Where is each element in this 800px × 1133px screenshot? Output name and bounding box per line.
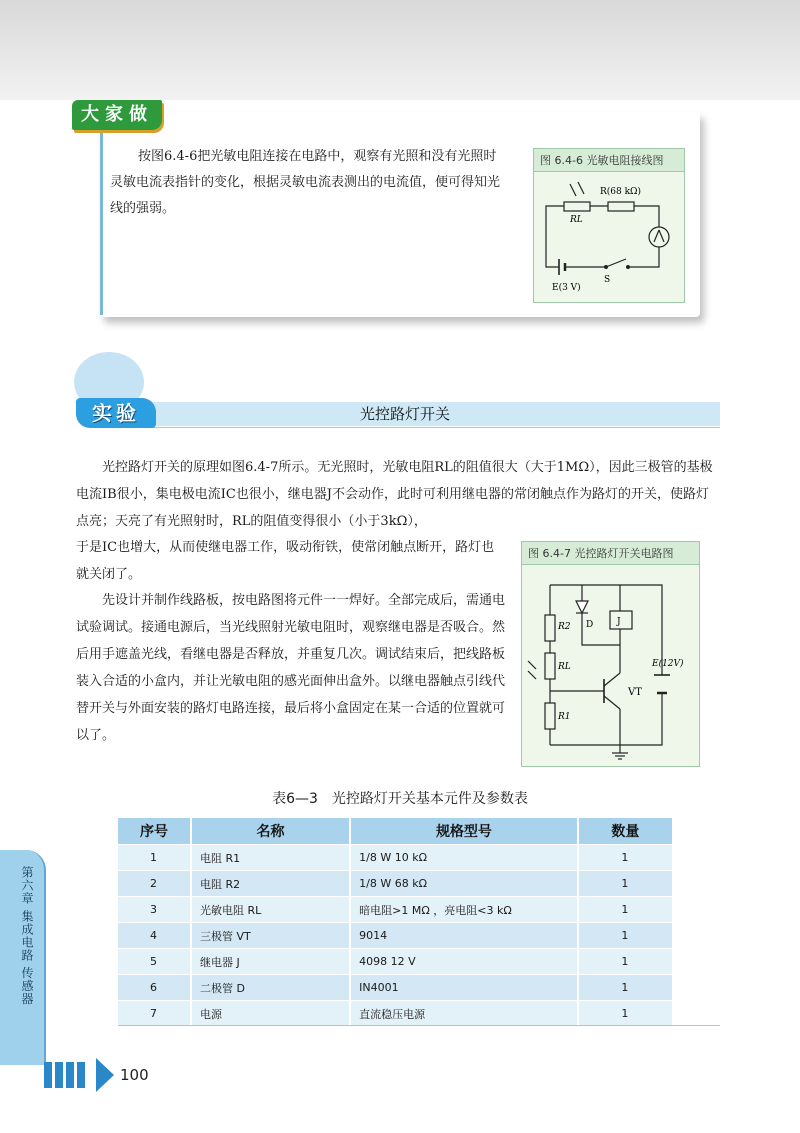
table-row	[118, 1001, 673, 1027]
experiment-paragraph-3: 先设计并制作线路板，按电路图将元件一一焊好。全部完成后，需通电试验调试。接通电源后，当光线照射光敏电阻时，观察继电器是否吸合。然后用手遮盖光线，看继电器是否释放，并重复几次。调试结束后，把线路板装入合适的小盒内，并让光敏电阻的感光面伸出盒外。以继电器触点引线代替开关与外面安装的路灯电路连接，最后将小盒固定在某一合适的位置就可以了。	[76, 593, 506, 743]
experiment-title: 光控路灯开关	[359, 405, 450, 423]
cell-quantity: 1	[578, 871, 673, 897]
figure-6-4-7	[521, 541, 700, 767]
cell-index: 4	[118, 923, 191, 949]
photoresistor-rl	[545, 653, 555, 679]
cell-quantity: 1	[578, 923, 673, 949]
activity-tag: 大家做	[72, 100, 162, 130]
cell-index: 5	[118, 949, 191, 975]
label-r2: R2	[558, 622, 571, 632]
experiment-paragraph-1: 光控路灯开关的原理如图6.4-7所示。无光照时，光敏电阻RL的阻值很大（大于1MΩ），因此三极管的基极电流IB很小，集电极电流IC也很小，继电器J不会动作，此时可利用继电器的常闭触点作为路灯的开关，使路灯点亮；天亮了有光照射时，RL的阻值变得很小（小于3kΩ），	[76, 460, 713, 529]
activity-text: 按图6.4-6把光敏电阻连接在电路中，观察有光照和没有光照时灵敏电流表指针的变化，根据灵敏电流表测出的电流值，便可得知光线的强弱。	[110, 149, 501, 216]
table-row	[118, 845, 673, 871]
label-r1: R1	[558, 712, 571, 722]
cell-index: 3	[118, 897, 191, 923]
cell-spec: 9014	[350, 923, 578, 949]
page-number: 100	[120, 1066, 149, 1084]
label-e: E(3 V)	[552, 283, 581, 293]
cell-spec: 1/8 W 68 kΩ	[350, 871, 578, 897]
resistor-r2	[545, 615, 555, 641]
page-stripes-decoration	[44, 1062, 100, 1088]
parameter-table	[118, 818, 674, 1026]
cell-quantity: 1	[578, 949, 673, 975]
cell-spec: IN4001	[350, 975, 578, 1001]
top-band	[0, 0, 800, 100]
resistor-r	[608, 202, 634, 211]
label-d: D	[586, 620, 594, 630]
cell-quantity: 1	[578, 975, 673, 1001]
cell-spec: 直流稳压电源	[350, 1001, 578, 1027]
cell-index: 6	[118, 975, 191, 1001]
label-s: S	[604, 275, 611, 285]
table-header-row	[118, 818, 673, 845]
page-arrow-icon	[96, 1058, 114, 1092]
cell-quantity: 1	[578, 1001, 673, 1027]
footer-rule	[118, 1025, 720, 1026]
cell-name: 电阻 R1	[191, 845, 350, 871]
cell-index: 1	[118, 845, 191, 871]
photoresistor-wiring-diagram	[534, 172, 684, 302]
cell-name: 光敏电阻 RL	[191, 897, 350, 923]
cell-spec: 暗电阻>1 MΩ ，亮电阻<3 kΩ	[350, 897, 578, 923]
experiment-header-rule	[90, 427, 720, 428]
table-row	[118, 975, 673, 1001]
figure-6-4-6-title: 图 6.4-6 光敏电阻接线图	[534, 149, 684, 172]
cell-spec: 1/8 W 10 kΩ	[350, 845, 578, 871]
table-row	[118, 871, 673, 897]
figure-6-4-7-title: 图 6.4-7 光控路灯开关电路图	[522, 542, 699, 565]
cell-name: 三极管 VT	[191, 923, 350, 949]
cell-name: 电源	[191, 1001, 350, 1027]
cell-index: 2	[118, 871, 191, 897]
cell-name: 二极管 D	[191, 975, 350, 1001]
label-j: J	[617, 617, 621, 627]
label-vt: VT	[628, 687, 642, 698]
experiment-badge: 实验	[76, 398, 156, 428]
experiment-paragraph-2: 于是IC也增大，从而使继电器工作，吸动衔铁，使常闭触点断开，路灯也就关闭了。	[76, 540, 495, 582]
table-header-index: 序号	[118, 818, 191, 845]
cell-index: 7	[118, 1001, 191, 1027]
table-caption: 表6—3 光控路灯开关基本元件及参数表	[272, 791, 528, 807]
activity-left-rule	[100, 130, 103, 315]
light-switch-circuit-diagram	[522, 565, 699, 765]
table-header-spec: 规格型号	[350, 818, 578, 845]
table-row	[118, 949, 673, 975]
table-header-name: 名称	[191, 818, 350, 845]
cell-name: 电阻 R2	[191, 871, 350, 897]
label-rl: RL	[558, 662, 571, 672]
cell-spec: 4098 12 V	[350, 949, 578, 975]
label-r: R(68 kΩ)	[600, 187, 642, 197]
cell-quantity: 1	[578, 845, 673, 871]
label-e: E(12V)	[652, 659, 684, 669]
figure-6-4-6	[533, 148, 685, 303]
table-header-quantity: 数量	[578, 818, 673, 845]
chapter-side-label: 第六章 集成电路 传感器	[20, 866, 34, 1006]
label-rl: RL	[570, 215, 583, 225]
cell-quantity: 1	[578, 897, 673, 923]
table-row	[118, 897, 673, 923]
relay-j	[610, 611, 632, 629]
table-row	[118, 923, 673, 949]
resistor-rl	[564, 202, 590, 211]
cell-name: 继电器 J	[191, 949, 350, 975]
diode-d	[576, 601, 588, 613]
resistor-r1	[545, 703, 555, 729]
